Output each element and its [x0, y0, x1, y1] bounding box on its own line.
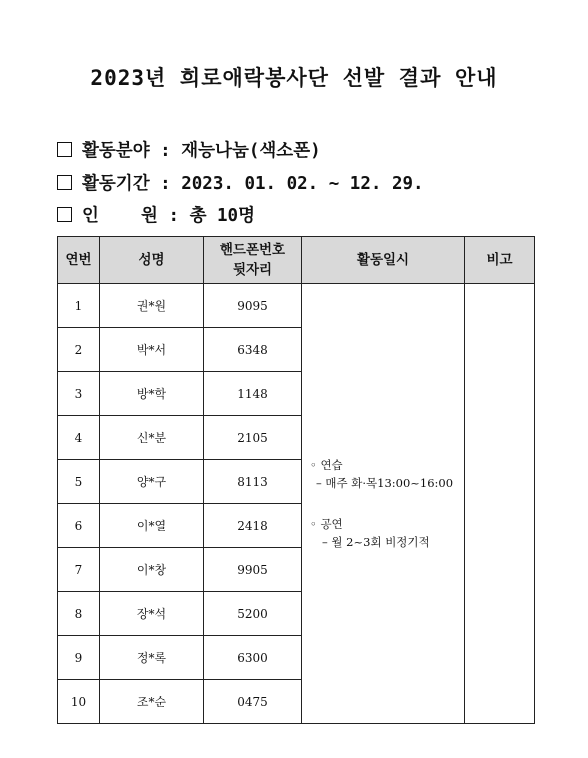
cell-no: 5	[58, 460, 100, 504]
cell-phone: 6348	[204, 328, 302, 372]
info-period-value: 2023. 01. 02. ~ 12. 29.	[181, 174, 424, 194]
cell-phone: 1148	[204, 372, 302, 416]
activity-perform-detail: – 월 2~3회 비정기적	[322, 534, 430, 549]
cell-name: 양*구	[100, 460, 204, 504]
cell-phone: 8113	[204, 460, 302, 504]
cell-note	[465, 284, 535, 724]
activity-perform-title: ◦ 공연	[310, 516, 343, 531]
cell-name: 신*분	[100, 416, 204, 460]
table-header-row	[58, 237, 535, 284]
activity-gap	[310, 493, 464, 515]
checkbox-icon	[57, 175, 72, 190]
cell-no: 3	[58, 372, 100, 416]
activity-practice-title: ◦ 연습	[310, 457, 343, 472]
volunteer-table	[57, 236, 535, 724]
table-row	[58, 284, 535, 328]
info-period	[57, 170, 424, 195]
info-people-label: 인 원 :	[82, 206, 190, 226]
cell-no: 6	[58, 504, 100, 548]
cell-no: 7	[58, 548, 100, 592]
info-people	[57, 202, 255, 227]
cell-name: 박*서	[100, 328, 204, 372]
activity-practice-detail: – 매주 화·목13:00~16:00	[316, 476, 454, 491]
cell-no: 4	[58, 416, 100, 460]
cell-phone: 9905	[204, 548, 302, 592]
info-field-value: 재능나눔(색소폰)	[181, 141, 321, 161]
cell-phone: 6300	[204, 636, 302, 680]
cell-name: 조*순	[100, 680, 204, 724]
cell-no: 9	[58, 636, 100, 680]
cell-no: 10	[58, 680, 100, 724]
checkbox-icon	[57, 142, 72, 157]
cell-phone: 9095	[204, 284, 302, 328]
header-phone: 핸드폰번호 뒷자리	[204, 237, 302, 284]
cell-name: 권*원	[100, 284, 204, 328]
header-no: 연번	[58, 237, 100, 284]
cell-phone: 2418	[204, 504, 302, 548]
cell-name: 정*록	[100, 636, 204, 680]
info-field	[57, 137, 321, 162]
cell-activity	[302, 284, 465, 724]
info-people-value: 총 10명	[189, 206, 255, 226]
cell-name: 방*학	[100, 372, 204, 416]
cell-phone: 0475	[204, 680, 302, 724]
cell-name: 장*석	[100, 592, 204, 636]
cell-name: 이*창	[100, 548, 204, 592]
header-name: 성명	[100, 237, 204, 284]
cell-no: 2	[58, 328, 100, 372]
cell-phone: 2105	[204, 416, 302, 460]
checkbox-icon	[57, 207, 72, 222]
info-field-label: 활동분야 :	[82, 141, 182, 161]
cell-phone: 5200	[204, 592, 302, 636]
info-period-label: 활동기간 :	[82, 174, 182, 194]
cell-name: 이*열	[100, 504, 204, 548]
page-title: 2023년 희로애락봉사단 선발 결과 안내	[90, 66, 498, 90]
cell-no: 8	[58, 592, 100, 636]
header-note: 비고	[465, 237, 535, 284]
header-activity: 활동일시	[302, 237, 465, 284]
cell-no: 1	[58, 284, 100, 328]
